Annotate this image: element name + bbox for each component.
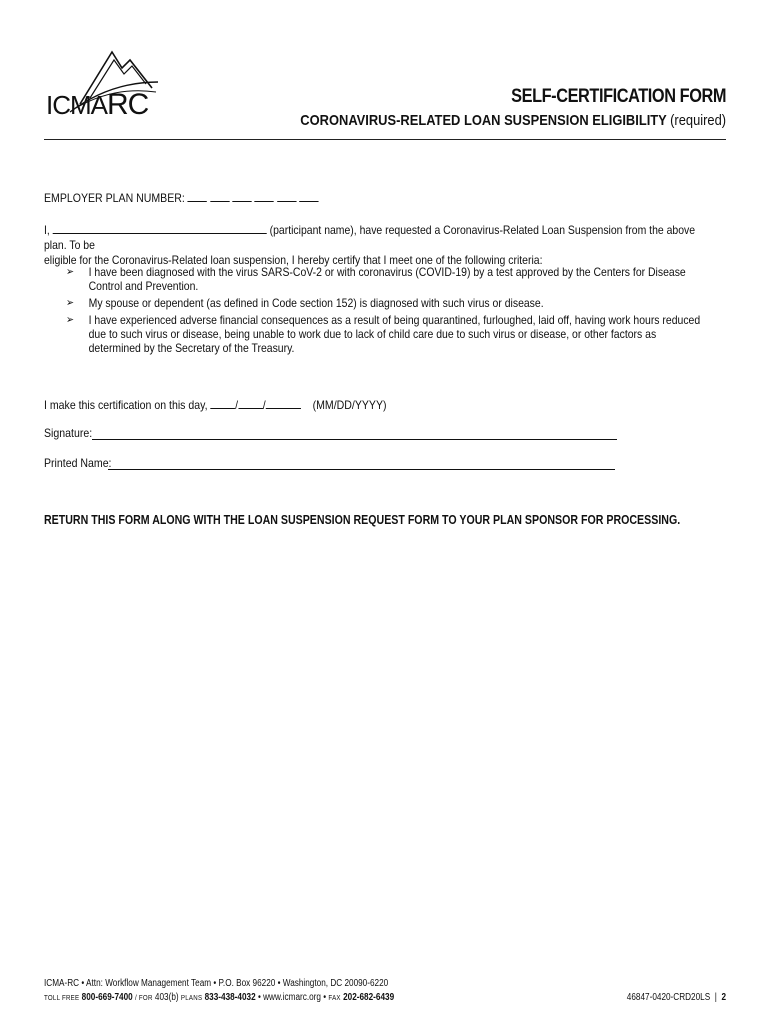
toll-free-number: 800-669-7400 — [81, 992, 133, 1003]
footer-address: ICMA-RC • Attn: Workflow Management Team • P.O. Box 96220 • Washington, DC 20090-6220 — [44, 978, 389, 989]
participant-name-field[interactable] — [53, 222, 267, 234]
date-year-field[interactable] — [266, 397, 301, 409]
criterion-text: I have experienced adverse financial consequences as a result of being quarantined, furloughed, laid off, having work hours reduced due to such virus or disease, being unable to work due to lack of child care due to such virus or disease, or other factors as determined by the Secretary of the Treasury. — [88, 313, 701, 355]
footer-contacts — [44, 992, 394, 1003]
list-item — [66, 296, 710, 310]
fax-number: 202-682-6439 — [343, 992, 395, 1003]
footer-bullet: • — [323, 992, 327, 1003]
page-separator: | — [714, 992, 717, 1003]
printed-name-label: Printed Name: — [44, 456, 112, 470]
date-separator: / — [262, 398, 266, 412]
intro-line-1: (participant name), have requested a Coronavirus-Related Loan Suspension from the above plan. To be — [44, 223, 696, 252]
form-subtitle-text: CORONAVIRUS-RELATED LOAN SUSPENSION ELIGIBILITY — [300, 112, 667, 129]
logo-text-rc: RC — [107, 88, 149, 121]
plans-prefix: 403(b) — [154, 992, 179, 1003]
list-item — [66, 265, 710, 293]
form-code — [627, 992, 726, 1003]
criteria-list — [66, 265, 710, 358]
plan-number-field-6[interactable] — [299, 190, 318, 202]
signature-label: Signature: — [44, 426, 93, 440]
footer-bullet: • — [257, 992, 261, 1003]
plans-number: 833-438-4032 — [204, 992, 256, 1003]
date-separator: / — [235, 398, 239, 412]
plan-number-field-1[interactable] — [188, 190, 207, 202]
form-title-block — [231, 86, 726, 129]
criterion-text: I have been diagnosed with the virus SARS-CoV-2 or with coronavirus (COVID-19) by a test approved by the Centers for Disease Control and Prevention. — [88, 265, 686, 293]
required-note: (required) — [670, 112, 726, 129]
for-label: / FOR — [135, 993, 153, 1002]
date-label: I make this certification on this day, — [44, 398, 208, 412]
intro-paragraph — [44, 222, 710, 268]
form-code-text: 46847-0420-CRD20LS — [626, 992, 711, 1003]
list-item — [66, 313, 710, 355]
plan-number-label: EMPLOYER PLAN NUMBER: — [44, 191, 185, 205]
date-format-hint: (MM/DD/YYYY) — [312, 398, 387, 412]
plan-number-field-5[interactable] — [277, 190, 296, 202]
intro-prefix: I, — [44, 223, 50, 237]
header-divider — [44, 139, 726, 140]
logo-text-icma: ICMA — [46, 90, 107, 120]
intro-line-2: eligible for the Coronavirus-Related loan suspension, I hereby certify that I meet one of the following criteria: — [44, 253, 543, 267]
website-link[interactable]: www.icmarc.org — [263, 992, 321, 1003]
plan-number-row — [44, 190, 319, 206]
plan-number-field-2[interactable] — [210, 190, 229, 202]
logo-wordmark — [46, 88, 148, 122]
date-day-field[interactable] — [238, 397, 263, 409]
plan-number-field-3[interactable] — [232, 190, 251, 202]
return-instruction: RETURN THIS FORM ALONG WITH THE LOAN SUSPENSION REQUEST FORM TO YOUR PLAN SPONSOR FOR PROCESSING. — [44, 513, 681, 527]
plans-label: PLANS — [180, 993, 203, 1002]
toll-free-label: TOLL FREE — [44, 993, 80, 1002]
page-number: 2 — [721, 992, 726, 1003]
arrow-bullet-icon: ➢ — [66, 266, 75, 278]
date-row — [44, 397, 387, 413]
form-subtitle — [300, 112, 726, 129]
criterion-text: My spouse or dependent (as defined in Code section 152) is diagnosed with such virus or disease. — [88, 296, 544, 310]
signature-field[interactable] — [92, 439, 617, 440]
arrow-bullet-icon: ➢ — [66, 314, 75, 326]
plan-number-field-4[interactable] — [255, 190, 274, 202]
arrow-bullet-icon: ➢ — [66, 297, 75, 309]
form-title: SELF-CERTIFICATION FORM — [511, 86, 726, 107]
printed-name-field[interactable] — [108, 469, 615, 470]
fax-label: FAX — [328, 993, 341, 1002]
date-month-field[interactable] — [210, 397, 235, 409]
